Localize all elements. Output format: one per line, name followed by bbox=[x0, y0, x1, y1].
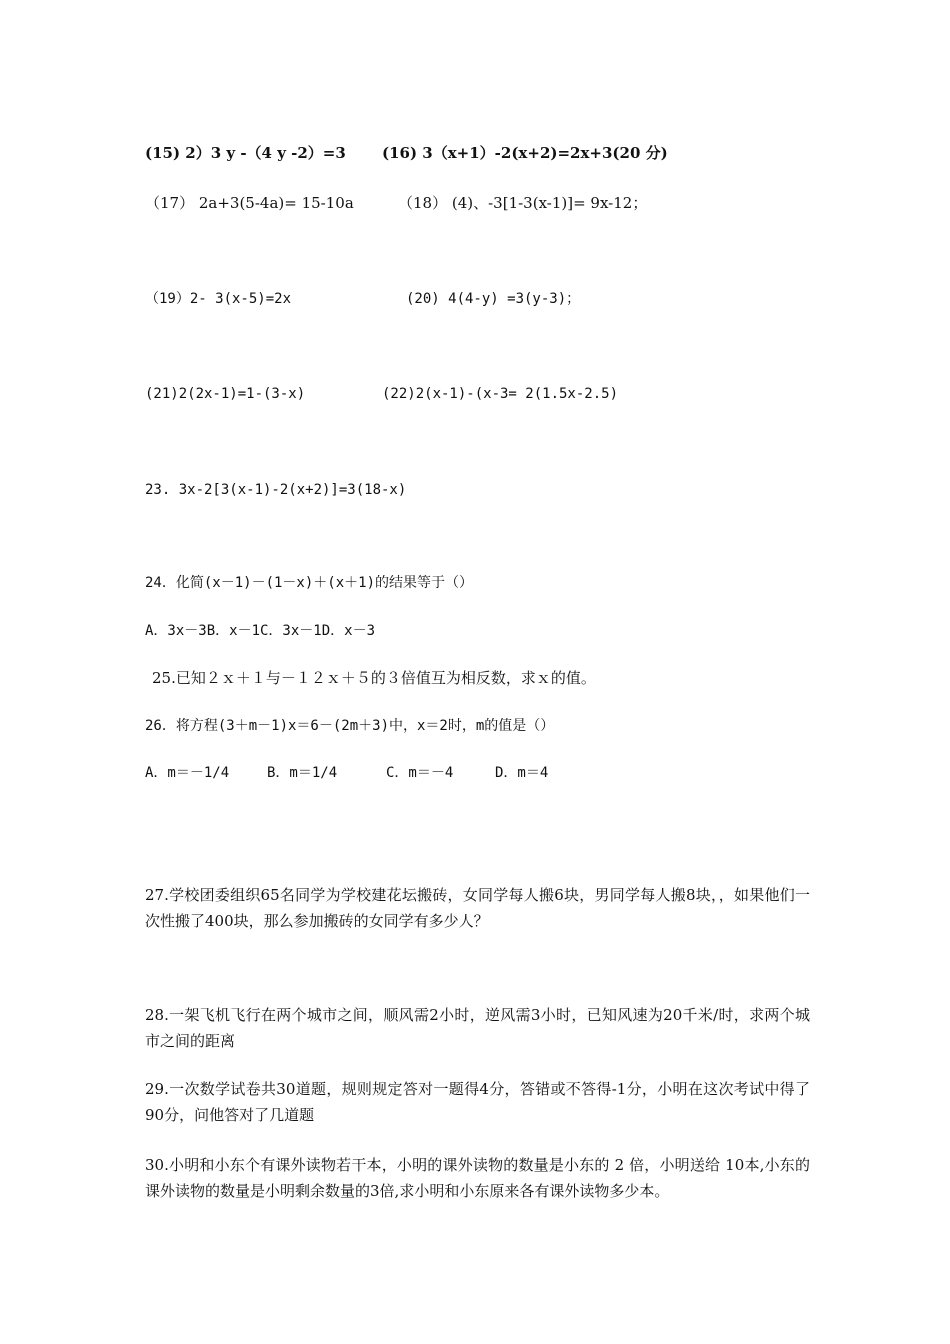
problem-26-option-c: C．m＝－4 bbox=[386, 765, 454, 781]
problem-24-options: A．3x－3B．x－1C．3x－1D．x－3 bbox=[145, 623, 376, 639]
problem-21: (21)2(2x-1)=1-(3-x) bbox=[145, 386, 306, 402]
problem-25: 25.已知２ｘ＋１与－１２ｘ＋５的３倍值互为相反数，求ｘ的值。 bbox=[152, 669, 596, 687]
problem-30: 30.小明和小东个有课外读物若干本，小明的课外读物的数量是小东的 2 倍，小明送给 10本,小东的课外读物的数量是小明剩余数量的3倍,求小明和小东原来各有课外读物多少本。 bbox=[145, 1156, 810, 1200]
problem-17: （17） 2a+3(5-4a)= 15-10a bbox=[145, 194, 354, 212]
problem-26: 26．将方程(3＋m－1)x＝6－(2m＋3)中，x＝2时，m的值是（） bbox=[145, 718, 555, 734]
problem-18: （18） (4)、-3[1-3(x-1)]= 9x-12； bbox=[398, 194, 648, 212]
problem-27: 27.学校团委组织65名同学为学校建花坛搬砖，女同学每人搬6块，男同学每人搬8块，，如果他们一次性搬了400块，那么参加搬砖的女同学有多少人？ bbox=[145, 886, 810, 930]
problem-22: (22)2(x-1)-(x-3= 2(1.5x-2.5) bbox=[382, 386, 619, 402]
problem-15: (15) 2）3 y -（4 y -2）=3 bbox=[145, 144, 346, 162]
problem-26-option-a: A．m＝－1/4 bbox=[145, 765, 230, 781]
problem-16: (16) 3（x+1）-2(x+2)=2x+3(20 分) bbox=[382, 144, 668, 162]
problem-19: （19）2- 3(x-5)=2x bbox=[145, 291, 292, 307]
problem-20: (20) 4(4-y) =3(y-3)； bbox=[406, 291, 581, 307]
problem-24: 24．化简(x－1)－(1－x)＋(x＋1)的结果等于（） bbox=[145, 575, 474, 591]
problem-26-option-d: D．m＝4 bbox=[495, 765, 549, 781]
problem-26-option-b: B．m＝1/4 bbox=[267, 765, 338, 781]
problem-28: 28.一架飞机飞行在两个城市之间，顺风需2小时，逆风需3小时，已知风速为20千米/时，求两个城市之间的距离 bbox=[145, 1006, 810, 1050]
problem-23: 23. 3x-2[3(x-1)-2(x+2)]=3(18-x) bbox=[145, 482, 407, 498]
problem-29: 29.一次数学试卷共30道题，规则规定答对一题得4分，答错或不答得-1分，小明在这次考试中得了90分，问他答对了几道题 bbox=[145, 1080, 810, 1124]
